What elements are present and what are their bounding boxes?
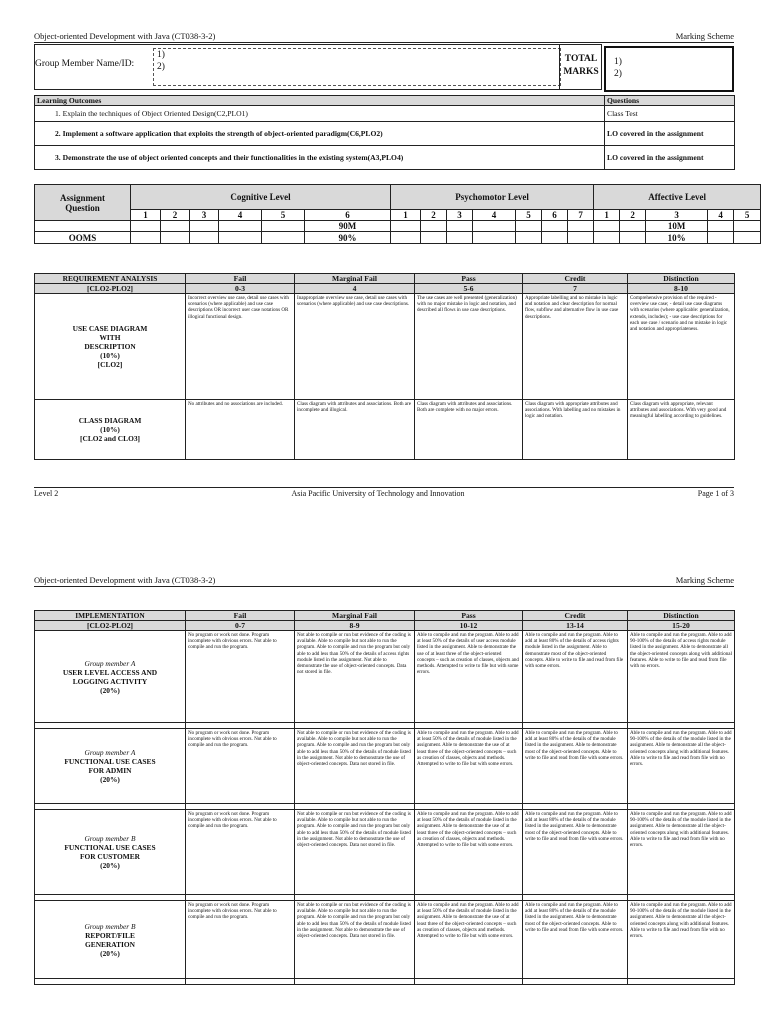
- range-marginal-fail: 4: [295, 284, 415, 294]
- aff-5: 5: [734, 210, 761, 221]
- cog6-marks: 90M: [305, 221, 391, 232]
- criterion-name: CLASS DIAGRAM: [78, 416, 142, 425]
- criterion-member: Group member A: [84, 748, 136, 757]
- footer-level: Level 2: [34, 489, 59, 498]
- criterion-weight: (20%): [100, 685, 120, 695]
- range-fail: 0-3: [186, 284, 295, 294]
- ooms-label: OOMS: [35, 232, 131, 244]
- criterion-member: Group member B: [84, 834, 136, 843]
- criterion-weight: (20%): [100, 948, 120, 958]
- affective-level-header: Affective Level: [594, 185, 761, 210]
- total-marks-field[interactable]: [604, 46, 734, 92]
- rubric-cell: Incorrect overview use case, detail use cases with scenarios (where applicable) and use case descriptions OR incorrect user case notations OR illogical functional design.: [186, 294, 295, 400]
- rubric-cell: Class diagram with appropriate, relevant attributes and associations. With very good and meaningful labelling according to guidelines.: [628, 400, 735, 460]
- rubric-cell: Comprehensive provision of the required - overview use case; - detail use case diagrams with scenarios (where applicable: generalization, extends, includes); - use case descriptions for each use case / scenario and no mistake in logic and notation and appropriateness.: [628, 294, 735, 400]
- rubric-cell: No program or work not done. Program incomplete with obvious errors. Not able to compile and run the program.: [186, 631, 295, 723]
- rubric-cell: Able to compile and run the program. Able to add 90-100% of the details of the module listed in the assignment. Able to demonstrate all the object-oriented concepts along with additional features. Able to write to file and read from file with no errors.: [628, 810, 735, 895]
- total-label: TOTAL: [564, 54, 598, 64]
- psy-5: 5: [516, 210, 542, 221]
- table-row: [35, 810, 735, 895]
- rubric-cell: Able to compile and run the program. Able to add at least 80% of the details of the module listed in the assignment. Able to demonstrate most of the object-oriented concepts. Able to write to file and read from file with some errors.: [523, 729, 628, 804]
- cog-6: 6: [305, 210, 391, 221]
- cognitive-level-header: Cognitive Level: [131, 185, 391, 210]
- table-row: [35, 729, 735, 804]
- lo-1: 1. Explain the techniques of Object Oriented Design(C2,PLO1): [35, 106, 605, 122]
- criterion-customer: [35, 810, 186, 895]
- psy-6: 6: [542, 210, 568, 221]
- criterion-name: LOGGING ACTIVITY: [72, 676, 148, 686]
- psy-7: 7: [568, 210, 594, 221]
- range-distinction: 15-20: [628, 621, 735, 631]
- cog-1: 1: [131, 210, 161, 221]
- lo-3-question: LO covered in the assignment: [605, 146, 735, 170]
- psy-3: 3: [447, 210, 473, 221]
- grade-fail: Fail: [186, 611, 295, 621]
- table-row: [35, 400, 735, 460]
- aff-1: 1: [594, 210, 620, 221]
- range-pass: 10-12: [415, 621, 523, 631]
- implementation-clo: [CLO2-PLO2]: [35, 621, 186, 631]
- lo-2: 2. Implement a software application that exploits the strength of object-oriented paradigm(C6,PLO2): [35, 122, 605, 146]
- criterion-report: [35, 901, 186, 979]
- lo-header: Learning Outcomes: [35, 96, 605, 106]
- lo-3: 3. Demonstrate the use of object oriented concepts and their functionalities in the existing system(A3,PLO4): [35, 146, 605, 170]
- cog-5: 5: [262, 210, 305, 221]
- grade-fail: Fail: [186, 274, 295, 284]
- criterion-name: USE CASE DIAGRAM: [72, 324, 148, 333]
- criterion-weight: (20%): [100, 861, 120, 870]
- course-title: Object-oriented Development with Java (CT038-3-2): [34, 31, 216, 41]
- rubric-cell: Class diagram with attributes and associations. Both are incomplete and illogical.: [295, 400, 415, 460]
- assignment-question-header: [35, 185, 131, 221]
- criterion-member: Group member B: [84, 921, 136, 931]
- criterion-name: FUNCTIONAL USE CASES: [64, 843, 156, 852]
- criterion-clo: [CLO2 and CLO3]: [80, 434, 140, 443]
- doc-type: Marking Scheme: [675, 575, 734, 585]
- rubric-cell: Appropriate labelling and no mistake in logic and notation and clear description for normal flow, subflow and alternative flow in use case descriptions.: [523, 294, 628, 400]
- rubric-cell: Inappropriate overview use case, detail use cases with scenarios (where applicable) and use case descriptions.: [295, 294, 415, 400]
- requirement-analysis-rubric: [34, 273, 735, 460]
- rubric-cell: Not able to compile or run but evidence of the coding is available. Able to compile but not able to run the program. Able to compile and run the program but only able to add less than 50% of the details of module listed in the assignment. Not able to demonstrate the use of object-oriented concepts. Data not stored in file.: [295, 901, 415, 979]
- criterion-class-diagram: [35, 400, 186, 460]
- rubric-cell: Able to compile and run the program. Able to add at least 50% of the details of module listed in the assignment. Able to demonstrate the use of at least three of the object-oriented concepts – such as creation of classes, objects and methods. Attempted to write to file but with some errors.: [415, 729, 523, 804]
- criterion-name: FUNCTIONAL USE CASES: [64, 757, 156, 766]
- rubric-cell: Not able to compile or run but evidence of the coding is available. Able to compile but not able to run the program. Able to compile and run the program but only able to add less than 50% of the details of module listed in the assignment. Not able to demonstrate the use of object-oriented concepts. Data not stored in file.: [295, 810, 415, 895]
- criterion-name: REPORT/FILE: [85, 930, 135, 940]
- aff-4: 4: [708, 210, 734, 221]
- page1-footer: [34, 487, 734, 498]
- grade-credit: Credit: [523, 274, 628, 284]
- rubric-cell: Not able to compile or run but evidence of the coding is available. Able to compile but not able to run the program. Able to compile and run the program but only able to add less than 50% of the details of access rights module listed in the assignment. Not able to demonstrate the use of object-oriented concepts. Data not stored in file.: [295, 631, 415, 723]
- marks-slot-2: 2): [614, 69, 622, 79]
- aff3-pct: 10%: [646, 232, 708, 244]
- criterion-use-case: [35, 294, 186, 400]
- marks-label: MARKS: [563, 67, 599, 77]
- rubric-cell: No program or work not done. Program incomplete with obvious errors. Not able to compile and run the program.: [186, 810, 295, 895]
- range-marginal-fail: 8-9: [295, 621, 415, 631]
- range-distinction: 8-10: [628, 284, 735, 294]
- rubric-cell: Able to compile and run the program. Able to add at least 80% of the details of the module listed in the assignment. Able to demonstrate most of the object-oriented concepts. Able to write to file and read from file with some errors.: [523, 810, 628, 895]
- rubric-cell: Able to compile and run the program. Able to add at least 50% of the details of module listed in the assignment. Able to demonstrate the use of at least three of the object-oriented concepts – such as creation of classes, objects and methods. Attempted to write to file but with some errors.: [415, 810, 523, 895]
- aff3-marks: 10M: [646, 221, 708, 232]
- criterion-name: FOR ADMIN: [88, 766, 132, 775]
- cog-2: 2: [161, 210, 190, 221]
- criterion-name: FOR CUSTOMER: [79, 852, 141, 861]
- rubric-cell: Able to compile and run the program. Able to add at least 80% of the details of access rights module listed in the assignment. Able to demonstrate most of the object-oriented concepts. Able to write to file and read from file with some errors.: [523, 631, 628, 723]
- footer-university: Asia Pacific University of Technology and Innovation: [291, 489, 465, 498]
- grade-credit: Credit: [523, 611, 628, 621]
- rubric-cell: No program or work not done. Program incomplete with obvious errors. Not able to compile and run the program.: [186, 901, 295, 979]
- rubric-cell: Class diagram with attributes and associations. Both are complete with no major errors.: [415, 400, 523, 460]
- questions-header: Questions: [605, 96, 735, 106]
- cog-4: 4: [219, 210, 262, 221]
- table-row: [35, 901, 735, 979]
- req-analysis-title: REQUIREMENT ANALYSIS: [35, 274, 186, 284]
- criterion-name: GENERATION: [85, 939, 135, 949]
- member-name-field[interactable]: [153, 48, 561, 86]
- grade-pass: Pass: [415, 274, 523, 284]
- marks-slot-1: 1): [614, 57, 622, 67]
- grade-distinction: Distinction: [628, 274, 735, 284]
- total-marks-label-box: [559, 45, 602, 89]
- table-row: [35, 294, 735, 400]
- range-pass: 5-6: [415, 284, 523, 294]
- criterion-clo: [CLO2]: [97, 360, 123, 369]
- criterion-weight: (10%): [100, 351, 120, 360]
- lo-1-question: Class Test: [605, 106, 735, 122]
- cog6-pct: 90%: [305, 232, 391, 244]
- aff-2: 2: [620, 210, 646, 221]
- rubric-cell: Able to compile and run the program. Able to add 90-100% of the details of the module listed in the assignment. Able to demonstrate all the object-oriented concepts along with additional features. Able to write to file and read from file with no errors.: [628, 901, 735, 979]
- doc-type: Marking Scheme: [675, 31, 734, 41]
- rubric-cell: No program or work not done. Program incomplete with obvious errors. Not able to compile and run the program.: [186, 729, 295, 804]
- member-slot-1: 1): [157, 50, 165, 60]
- psy-2: 2: [421, 210, 447, 221]
- range-credit: 13-14: [523, 621, 628, 631]
- assignment-label: Assignment: [59, 192, 105, 203]
- criterion-name: USER LEVEL ACCESS AND: [62, 667, 158, 677]
- criterion-user-access: [35, 631, 186, 723]
- rubric-cell: The use cases are well presented (generalization) with no major mistake in logic and notation, and described all flows in use case descriptions.: [415, 294, 523, 400]
- footer-page: Page 1 of 3: [697, 489, 734, 498]
- member-slot-2: 2): [157, 62, 165, 72]
- page1-header: [34, 31, 734, 43]
- criterion-name: WITH: [99, 333, 121, 342]
- criterion-weight: (10%): [100, 425, 120, 434]
- psychomotor-level-header: Psychomotor Level: [391, 185, 594, 210]
- grade-pass: Pass: [415, 611, 523, 621]
- assessment-level-table: [34, 184, 761, 244]
- rubric-cell: Class diagram with appropriate attributes and associations. With labelling and no mistakes in logic and notation.: [523, 400, 628, 460]
- criterion-member: Group member A: [84, 658, 136, 668]
- implementation-rubric: [34, 610, 735, 985]
- group-member-label: Group Member Name/ID:: [35, 59, 135, 69]
- lo-2-question: LO covered in the assignment: [605, 122, 735, 146]
- group-member-box: [34, 44, 602, 90]
- range-fail: 0-7: [186, 621, 295, 631]
- rubric-cell: Able to compile and run the program. Able to add at least 50% of the details of user access module listed in the assignment. Able to demonstrate the use of at least three of the object-oriented concepts – such as creation of classes, objects and methods. Attempted to write to file but with some errors.: [415, 631, 523, 723]
- grade-marginal-fail: Marginal Fail: [295, 611, 415, 621]
- criterion-weight: (20%): [100, 775, 120, 784]
- criterion-name: DESCRIPTION: [84, 342, 136, 351]
- rubric-cell: No attributes and no associations are included.: [186, 400, 295, 460]
- grade-marginal-fail: Marginal Fail: [295, 274, 415, 284]
- range-credit: 7: [523, 284, 628, 294]
- rubric-cell: Able to compile and run the program. Able to add 90-100% of the details of the module listed in the assignment. Able to demonstrate all the object-oriented concepts along with additional features. Able to write to file and read from file with no errors.: [628, 729, 735, 804]
- psy-4: 4: [473, 210, 516, 221]
- grade-distinction: Distinction: [628, 611, 735, 621]
- psy-1: 1: [391, 210, 421, 221]
- rubric-cell: Able to compile and run the program. Able to add at least 80% of the details of the module listed in the assignment. Able to demonstrate most of the object-oriented concepts. Able to write to file and read from file with some errors.: [523, 901, 628, 979]
- rubric-cell: Able to compile and run the program. Able to add at least 50% of the details of module listed in the assignment. Able to demonstrate the use of at least three of the object-oriented concepts – such as creation of classes, objects and methods. Attempted to write to file but with some errors.: [415, 901, 523, 979]
- criterion-admin: [35, 729, 186, 804]
- rubric-cell: Not able to compile or run but evidence of the coding is available. Able to compile but not able to run the program. Able to compile and run the program but only able to add less than 50% of the details of module listed in the assignment. Not able to demonstrate the use of object-oriented concepts. Data not stored in file.: [295, 729, 415, 804]
- page2-header: [34, 575, 734, 587]
- table-row: [35, 631, 735, 723]
- learning-outcomes-table: [34, 95, 735, 170]
- aff-3: 3: [646, 210, 708, 221]
- question-label: Question: [65, 202, 100, 213]
- cog-3: 3: [190, 210, 219, 221]
- req-analysis-clo: [CLO2-PLO2]: [35, 284, 186, 294]
- implementation-title: IMPLEMENTATION: [35, 611, 186, 621]
- rubric-cell: Able to compile and run the program. Able to add 90-100% of the details of access rights module listed in the assignment. Able to demonstrate all the object-oriented concepts along with additional features. Able to write to file and read from file with no errors.: [628, 631, 735, 723]
- course-title: Object-oriented Development with Java (CT038-3-2): [34, 575, 216, 585]
